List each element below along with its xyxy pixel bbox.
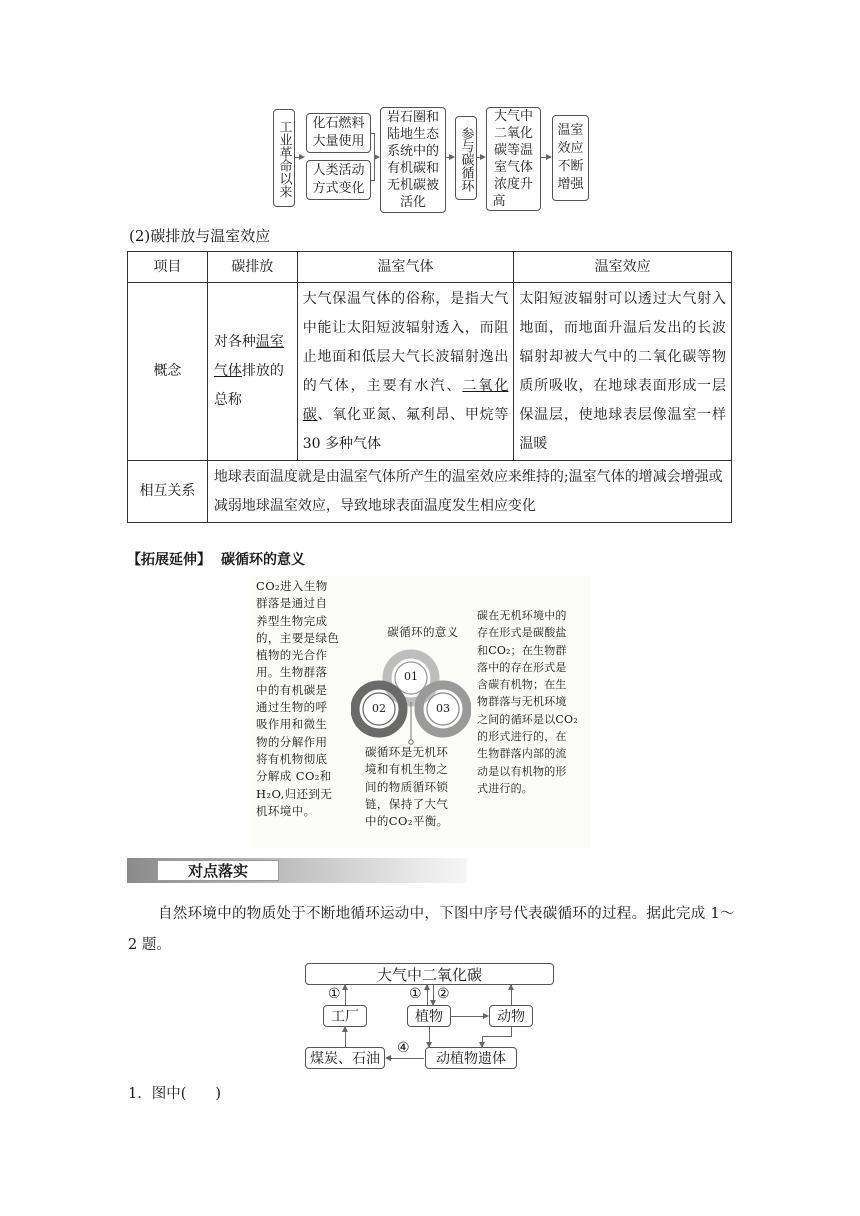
cell-carbon-emission: 对各种温室气体排放的总称 [207,283,297,461]
circle-label-01: 01 [404,670,418,683]
table-header: 项目 [128,252,208,283]
flow-box-greenhouse-effect: 温室 效应 不断 增强 [552,115,589,201]
process-label-1: ① [409,986,422,1002]
box-factory: 工厂 [323,1005,367,1027]
box-remains: 动植物遗体 [425,1047,517,1069]
carbon-cycle-significance-figure [251,576,591,848]
practice-intro-line1: 自然环境中的物质处于不断地循环运动中，下图中序号代表碳循环的过程。据此完成 1～ [158,906,735,922]
arrow-atmosphere-to-plant [433,985,434,1005]
cell-greenhouse-effect: 太阳短波辐射可以透过大气射入地面，而地面升温后发出的长波辐射却被大气中的二氧化碳等物质所吸收，在地球表面形成一层保温层，使地球表层像温室一样温暖 [514,283,732,461]
practice-banner [127,858,467,883]
process-label-4: ④ [397,1040,410,1056]
flow-box-industrial-revolution: 工业革命以来 [273,109,295,207]
process-label-1: ① [328,986,341,1002]
flow-arrow [375,157,378,158]
arrow-factory-to-atmosphere [345,985,346,1005]
arrow-plant-to-atmosphere [427,985,428,1005]
flow-arrow [477,157,484,158]
extension-heading: 【拓展延伸】 碳循环的意义 [127,552,305,568]
figure-left-text: CO₂进入生物 群落是通过自 养型生物完成 的，主要是绿色 植物的光合作 用。生物群落 中的有机碳是 通过生物的呼 吸作用和微生 物的分解作用 将有机物彻底 分解成 CO₂和 H₂O,归还到无 机环境中。 [256,579,340,818]
arrow-plant-to-remains [429,1027,430,1047]
flow-arrow [446,157,453,158]
row-label-relation: 相互关系 [128,461,208,523]
cycle-circles-graphic [351,646,471,746]
question-1: 1．图中( ) [128,1086,222,1102]
circle-label-03: 03 [436,702,450,715]
box-atmosphere-co2: 大气中二氧化碳 [305,963,554,985]
arrow-animal-to-remains [482,1036,483,1047]
cell-relation: 地球表面温度就是由温室气体所产生的温室效应来维持的;温室气体的增减会增强或减弱地球温室效应，导致地球表面温度发生相应变化 [207,461,731,523]
flow-box-co2-concentration: 大气中 二氧化 碳等温 室气体 浓度升 高 [486,107,541,211]
flow-arrow [295,157,303,158]
figure-center-label: 碳循环的意义 [387,625,459,639]
practice-intro-line2: 2 题。 [128,937,171,953]
box-coal-oil: 煤炭、石油 [305,1047,385,1069]
figure-right-text: 碳在无机环境中的 存在形式是碳酸盐 和CO₂；在生物群 落中的存在形式是 含碳有机物；在生 物群落与无机环境 之间的循环是以CO₂ 的形式进行的，在 生物群落内部的流 动是以有机物的形 式进行的。 [477,609,578,795]
flow-box-human-activity: 人类活动方式变化 [306,160,371,200]
flow-box-carbon-activation: 岩石圈和 陆地生态 系统中的 有机碳和 无机碳被 活化 [380,107,446,213]
process-label-2: ② [437,986,450,1002]
flow-arrow [541,157,550,158]
table-header: 碳排放 [207,252,297,283]
table-row [128,461,732,523]
section-heading: (2)碳排放与温室效应 [129,227,271,245]
row-label-concept: 概念 [128,283,208,461]
table-row [128,283,732,461]
arrow-plant-to-animal [451,1016,487,1017]
circle-label-02: 02 [372,702,386,715]
cell-greenhouse-gas: 大气保温气体的俗称，是指大气中能让太阳短波辐射透入，而阻止地面和低层大气长波辐射逸出的气体，主要有水汽、二氧化碳、氧化亚氮、氟利昂、甲烷等 30 多种气体 [297,283,514,461]
arrow-coal-to-factory [345,1027,346,1047]
box-plant: 植物 [407,1005,451,1027]
box-animal: 动物 [489,1005,533,1027]
table-header-row [128,252,732,283]
arrow-remains-to-coal [387,1058,424,1059]
figure-bottom-text: 碳循环是无机环 境和有机生物之 间的物质循环锁 链，保持了大气 中的CO₂平衡。 [365,745,449,829]
table-header: 温室效应 [514,252,732,283]
practice-banner-title: 对点落实 [187,862,248,880]
flow-box-fossil-fuel: 化石燃料大量使用 [306,113,371,153]
table-header: 温室气体 [297,252,514,283]
comparison-table [127,251,732,523]
flow-box-carbon-cycle: 参与碳循环 [455,116,477,200]
arrow-animal-to-atmosphere [511,985,512,1005]
